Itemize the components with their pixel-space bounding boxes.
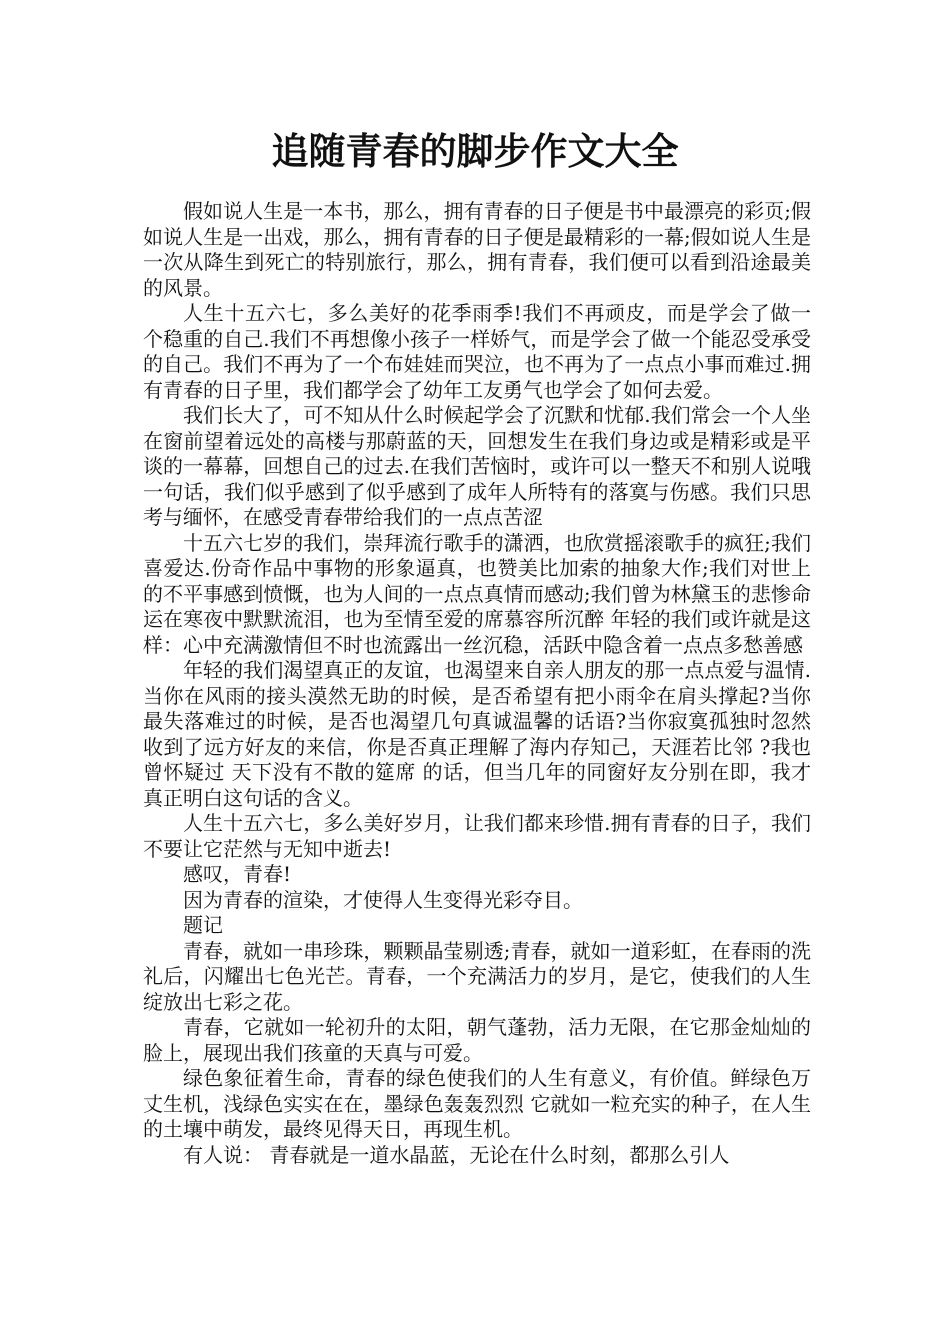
paragraph: 有人说： 青春就是一道水晶蓝，无论在什么时刻，都那么引人 [183,1142,730,1167]
paragraph: 题记 [183,913,223,937]
paragraph: 我们长大了，可不知从什么时候起学会了沉默和忧郁.我们常会一个人坐在窗前望着远处的高楼与那蔚蓝的天，回想发生在我们身边或是精彩或是平谈的一幕幕，回想自己的过去.在我们苦恼时，或许可以一整天不和别人说哦一句话，我们似乎感到了似乎感到了成年人所特有的落寞与伤感。我们只思考与缅怀，在感受青春带给我们的一点点苦涩 [143,403,811,529]
paragraph: 因为青春的渲染，才使得人生变得光彩夺目。 [183,887,583,912]
paragraph: 假如说人生是一本书，那么，拥有青春的日子便是书中最漂亮的彩页;假如说人生是一出戏，那么，拥有青春的日子便是最精彩的一幕;假如说人生是一次从降生到死亡的特别旅行，那么，拥有青春，我们便可以看到沿途最美的风景。 [143,199,811,300]
paragraph: 人生十五六七，多么美好的花季雨季!我们不再顽皮，而是学会了做一个稳重的自己.我们不再想像小孩子一样娇气，而是学会了做一个能忍受承受的自己。我们不再为了一个布娃娃而哭泣，也不再为了一点点小事而难过.拥有青春的日子里，我们都学会了幼年工友勇气也学会了如何去爱。 [143,301,811,402]
paragraph: 青春，它就如一轮初升的太阳，朝气蓬勃，活力无限，在它那金灿灿的脸上，展现出我们孩童的天真与可爱。 [143,1015,811,1065]
paragraph: 青春，就如一串珍珠，颗颗晶莹剔透;青春，就如一道彩虹，在春雨的洗礼后，闪耀出七色光芒。青春，一个充满活力的岁月，是它，使我们的人生绽放出七彩之花。 [143,938,811,1014]
paragraph: 十五六七岁的我们，崇拜流行歌手的潇洒，也欣赏摇滚歌手的疯狂;我们喜爱达.份奇作品中事物的形象逼真，也赞美比加索的抽象大作;我们对世上的不平事感到愤慨，也为人间的一点点真情而感动;我们曾为林黛玉的悲惨命运在寒夜中默默流泪，也为至情至爱的席慕容所沉醉 年轻的我们或许就是这样：心中充满激情但不时也流露出一丝沉稳，活跃中隐含着一点点多愁善感 [143,530,811,657]
document-body [143,199,811,1168]
paragraph: 人生十五六七，多么美好岁月，让我们都来珍惜.拥有青春的日子，我们不要让它茫然与无知中逝去! [143,811,811,861]
page-title: 追随青春的脚步作文大全 [271,130,679,173]
paragraph: 感叹，青春! [183,862,292,886]
paragraph: 绿色象征着生命，青春的绿色使我们的人生有意义，有价值。鲜绿色万丈生机，浅绿色实实在在，墨绿色轰轰烈烈 它就如一粒充实的种子，在人生的土壤中萌发，最终见得天日，再现生机。 [143,1066,811,1141]
paragraph: 年轻的我们渴望真正的友谊，也渴望来自亲人朋友的那一点点爱与温情.当你在风雨的接头漠然无助的时候，是否希望有把小雨伞在肩头撑起?当你最失落难过的时候，是否也渴望几句真诚温馨的话语?当你寂寞孤独时忽然收到了远方好友的来信，你是否真正理解了海内存知己，天涯若比邻 ?我也曾怀疑过 天下没有不散的筵席 的话，但当几年的同窗好友分别在即，我才真正明白这句话的含义。 [143,658,811,810]
